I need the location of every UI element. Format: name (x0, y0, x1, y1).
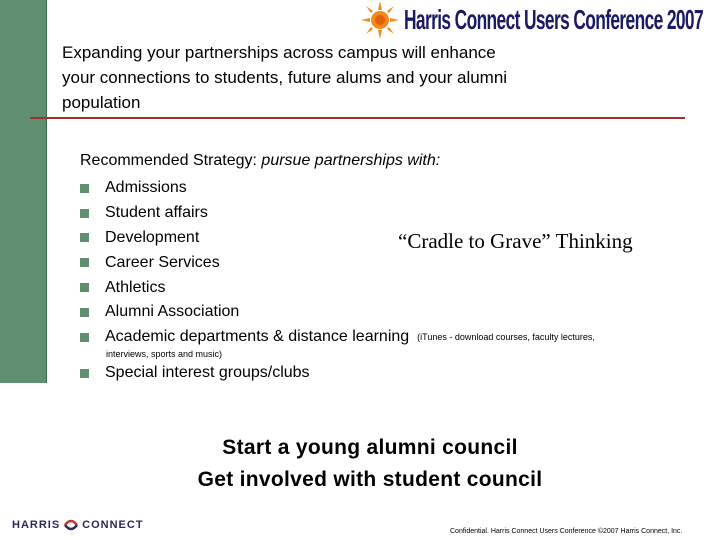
list-item (80, 364, 310, 382)
action-line-2: Get involved with student council (197, 468, 543, 491)
bullet-square-icon (80, 209, 89, 218)
list-item (80, 250, 680, 275)
bullet-square-icon (80, 233, 89, 242)
list-item-label: Student affairs (105, 204, 208, 222)
list-item-label: Alumni Association (105, 303, 240, 321)
list-item-label: Admissions (105, 179, 187, 197)
list-item (80, 275, 680, 300)
academic-note: (iTunes - download courses, faculty lectures, (417, 332, 595, 343)
list-item (80, 201, 680, 226)
partnership-list (80, 176, 680, 350)
list-item-label: Academic departments & distance learning (105, 328, 410, 346)
slide-heading: Expanding your partnerships across campus will enhance your connections to students, future alums and your alumni population (62, 43, 508, 112)
bullet-square-icon (80, 184, 89, 193)
list-item-label: Career Services (105, 253, 220, 271)
list-item (80, 325, 680, 350)
heading-divider (30, 117, 685, 119)
cradle-to-grave-callout: “Cradle to Grave” Thinking (398, 229, 633, 253)
list-item (80, 176, 680, 201)
bullet-square-icon (80, 308, 89, 317)
harris-connect-logo (12, 516, 144, 534)
bullet-square-icon (80, 258, 89, 267)
accent-sidebar-bar (0, 0, 47, 383)
confidential-footer: Confidential. Harris Connect Users Conference ©2007 Harris Connect, Inc. (450, 528, 683, 535)
bullet-square-icon (80, 283, 89, 292)
action-line-1: Start a young alumni council (222, 436, 518, 459)
logo-left-text: HARRIS (12, 519, 61, 531)
intro-italic: pursue partnerships with: (261, 152, 441, 169)
sun-icon (360, 0, 400, 40)
list-item-label: Athletics (105, 278, 166, 296)
bullet-square-icon (80, 369, 89, 378)
list-item (80, 300, 680, 325)
conference-logo (360, 0, 720, 40)
list-item-label: Development (105, 228, 200, 246)
list-item-label: Special interest groups/clubs (105, 364, 310, 381)
harris-connect-logo-icon (62, 516, 80, 534)
strategy-intro (80, 152, 440, 170)
logo-right-text: CONNECT (82, 519, 144, 531)
bullet-square-icon (80, 333, 89, 342)
conference-title: Harris Connect Users Conference 2007 (404, 4, 703, 35)
academic-note-continued: interviews, sports and music) (106, 349, 223, 359)
intro-label: Recommended Strategy: (80, 152, 262, 169)
